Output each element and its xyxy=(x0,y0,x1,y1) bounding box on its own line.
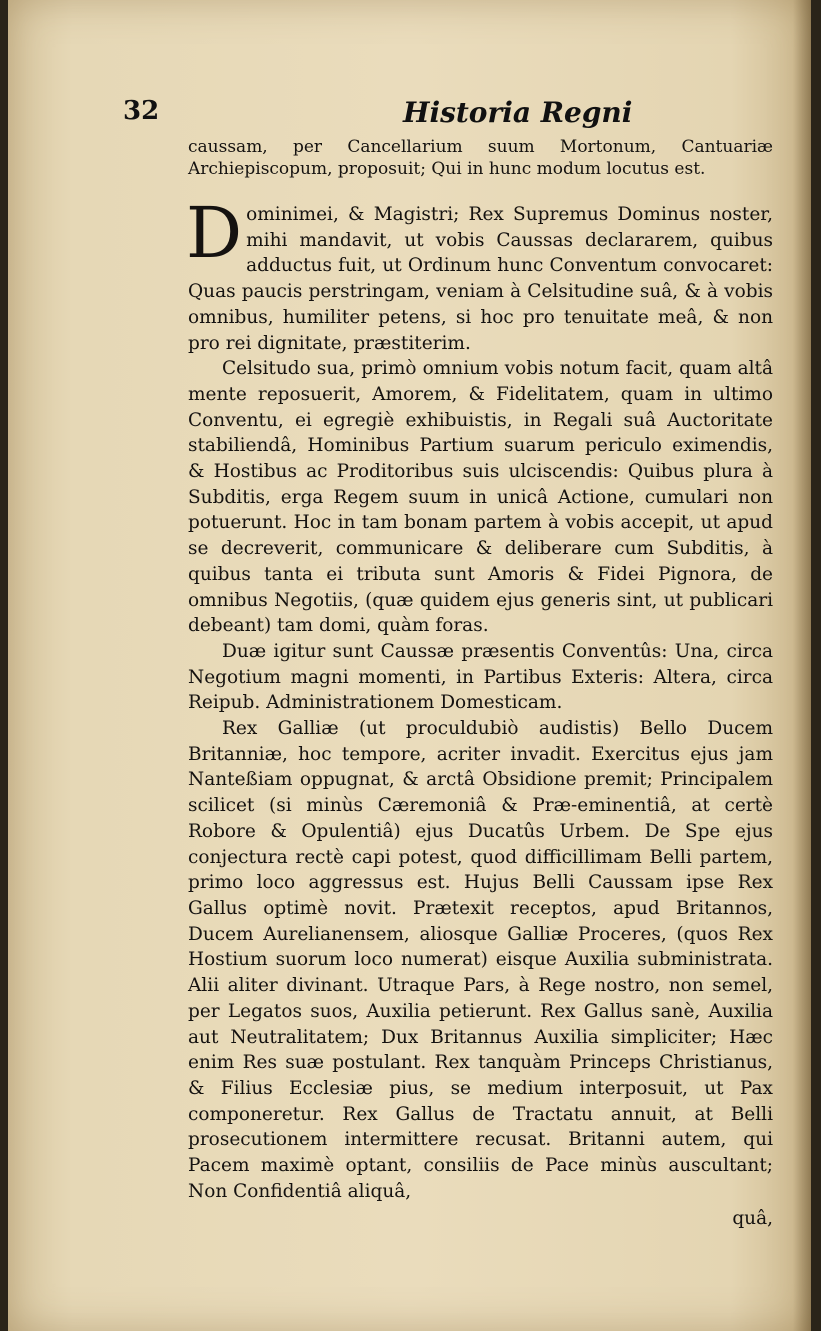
page-number: 32 xyxy=(123,96,160,126)
speech-paragraph-1-text: ominimei, & Magistri; Rex Supremus Dominus noster, mihi mandavit, ut vobis Caussas declararem, quibus adductus fuit, ut Ordinum hunc Conventum convocaret: Quas paucis perstringam, veniam à Celsitudine suâ, & à vobis omnibus, humiliter petens, si hoc pro tenuitate meâ, & non pro rei dignitate, præstiterim. xyxy=(188,204,773,354)
page-gutter-shadow xyxy=(793,0,811,1331)
book-page xyxy=(8,0,811,1331)
page-header xyxy=(123,96,763,136)
page-body xyxy=(188,136,773,1232)
speech-paragraph-4: Rex Galliæ (ut proculdubiò audistis) Bello Ducem Britanniæ, hoc tempore, acriter invadit. Exercitus ejus jam Nanteßiam oppugnat, & arctâ Obsidione premit; Principalem scilicet (si minùs Cæremoniâ & Præ-eminentiâ, at certè Robore & Opulentiâ) ejus Ducatûs Urbem. De Spe ejus conjectura rectè capi potest, quod difficillimam Belli partem, primo loco aggressus est. Hujus Belli Caussam ipse Rex Gallus optimè novit. Prætexit receptos, apud Britannos, Ducem Aurelianensem, aliosque Galliæ Proceres, (quos Rex Hostium suorum loco numerat) eisque Auxilia subministrata. Alii aliter divinant. Utraque Pars, à Rege nostro, non semel, per Legatos suos, Auxilia petierunt. Rex Gallus sanè, Auxilia aut Neutralitatem; Dux Britannus Auxilia simpliciter; Hæc enim Res suæ postulant. Rex tanquàm Princeps Christianus, & Filius Ecclesiæ pius, se medium interposuit, ut Pax componeretur. Rex Gallus de Tractatu annuit, at Belli prosecutionem intermittere recusat. Britanni autem, qui Pacem maximè optant, consiliis de Pace minùs auscultant; Non Confidentiâ aliquâ, xyxy=(188,718,773,1202)
speech-paragraph-3: Duæ igitur sunt Caussæ præsentis Conventûs: Una, circa Negotium magni momenti, in Partibus Exteris: Altera, circa Reipub. Administrationem Domesticam. xyxy=(188,640,773,714)
catchword: quâ, xyxy=(732,1208,773,1230)
drop-capital: D xyxy=(186,192,243,274)
running-title: Historia Regni xyxy=(403,96,633,129)
speech-paragraph-2: Celsitudo sua, primò omnium vobis notum facit, quam altâ mente reposuerit, Amorem, & Fidelitatem, quam in ultimo Conventu, ei egregiè exhibuistis, in Regali suâ Auctoritate stabiliendâ, Hominibus Partium suarum periculo eximendis, & Hostibus ac Proditoribus suis ulciscendis: Quibus plura à Subditis, erga Regem suum in unicâ Actione, cumulari non potuerunt. Hoc in tam bonam partem à vobis accepit, ut apud se decreverit, communicare & deliberare cum Subditis, à quibus tanta ei tributa sunt Amoris & Fidei Pignora, de omnibus Negotiis, (quæ quidem ejus generis sint, ut publicari debeant) tam domi, quàm foras. xyxy=(188,358,773,637)
speech-paragraph-1 xyxy=(186,192,773,356)
intro-paragraph: caussam, per Cancellarium suum Mortonum, Cantuariæ Archiepiscopum, proposuit; Qui in hunc modum locutus est. xyxy=(188,137,773,179)
